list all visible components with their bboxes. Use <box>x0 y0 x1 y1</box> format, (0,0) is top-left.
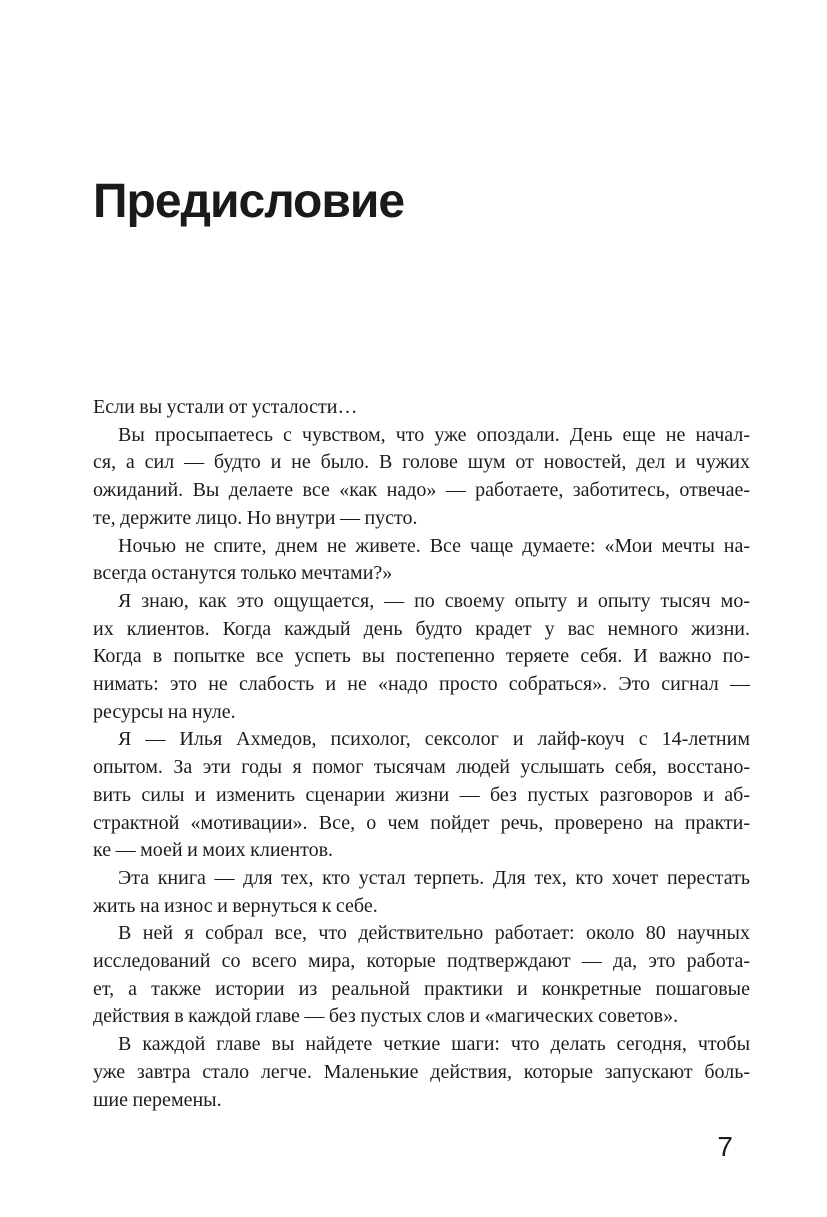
paragraph <box>93 1031 750 1114</box>
text-line: Если вы устали от усталости… <box>93 396 358 418</box>
paragraph <box>93 394 750 422</box>
text-line: Когда в попытке все успеть вы постепенно теряете себя. И важно по- <box>93 645 750 668</box>
text-line: ожиданий. Вы делаете все «как надо» — работаете, заботитесь, отвечае- <box>93 479 750 502</box>
text-line: опытом. За эти годы я помог тысячам людей услышать себя, восстано- <box>93 756 750 779</box>
text-line: нимать: это не слабость и не «надо просто собраться». Это сигнал — <box>93 673 750 696</box>
text-line: ресурсы на нуле. <box>93 700 236 723</box>
text-line: вить силы и изменить сценарии жизни — без пустых разговоров и аб- <box>93 783 750 806</box>
text-line: ет, а также истории из реальной практики и конкретные пошаговые <box>93 977 750 1000</box>
body-text <box>93 394 750 1114</box>
paragraph <box>93 533 750 588</box>
text-line: уже завтра стало легче. Маленькие действия, которые запускают боль- <box>93 1060 750 1083</box>
text-line: их клиентов. Когда каждый день будто крадет у вас немного жизни. <box>93 617 750 640</box>
text-line: ке — моей и моих клиентов. <box>93 839 334 862</box>
paragraph <box>93 865 750 920</box>
paragraph <box>93 588 750 727</box>
text-line: те, держите лицо. Но внутри — пусто. <box>93 506 418 529</box>
text-line: Я — Илья Ахмедов, психолог, сексолог и лайф-коуч с 14-летним <box>118 728 750 751</box>
text-line: действия в каждой главе — без пустых слов и «магических советов». <box>93 1005 679 1028</box>
text-line: Ночью не спите, днем не живете. Все чаще думаете: «Мои мечты на- <box>118 534 750 557</box>
page-number: 7 <box>717 1131 733 1162</box>
text-line: Вы просыпаетесь с чувством, что уже опоздали. День еще не начал- <box>118 423 750 446</box>
text-line: В каждой главе вы найдете четкие шаги: что делать сегодня, чтобы <box>118 1033 750 1056</box>
text-line: ся, а сил — будто и не было. В голове шум от новостей, дел и чужих <box>93 451 750 474</box>
chapter-title: Предисловие <box>93 175 405 228</box>
text-line: шие перемены. <box>93 1088 222 1111</box>
text-line: жить на износ и вернуться к себе. <box>93 894 378 917</box>
text-line: всегда останутся только мечтами?» <box>93 562 393 585</box>
paragraph <box>93 920 750 1031</box>
text-line: Я знаю, как это ощущается, — по своему опыту и опыту тысяч мо- <box>118 589 750 612</box>
text-line: страктной «мотивации». Все, о чем пойдет речь, проверено на практи- <box>93 811 750 834</box>
text-line: Эта книга — для тех, кто устал терпеть. Для тех, кто хочет перестать <box>118 866 750 889</box>
text-line: исследований со всего мира, которые подтверждают — да, это работа- <box>93 950 750 973</box>
text-line: В ней я собрал все, что действительно работает: около 80 научных <box>118 922 750 945</box>
paragraph <box>93 726 750 865</box>
paragraph <box>93 422 750 533</box>
